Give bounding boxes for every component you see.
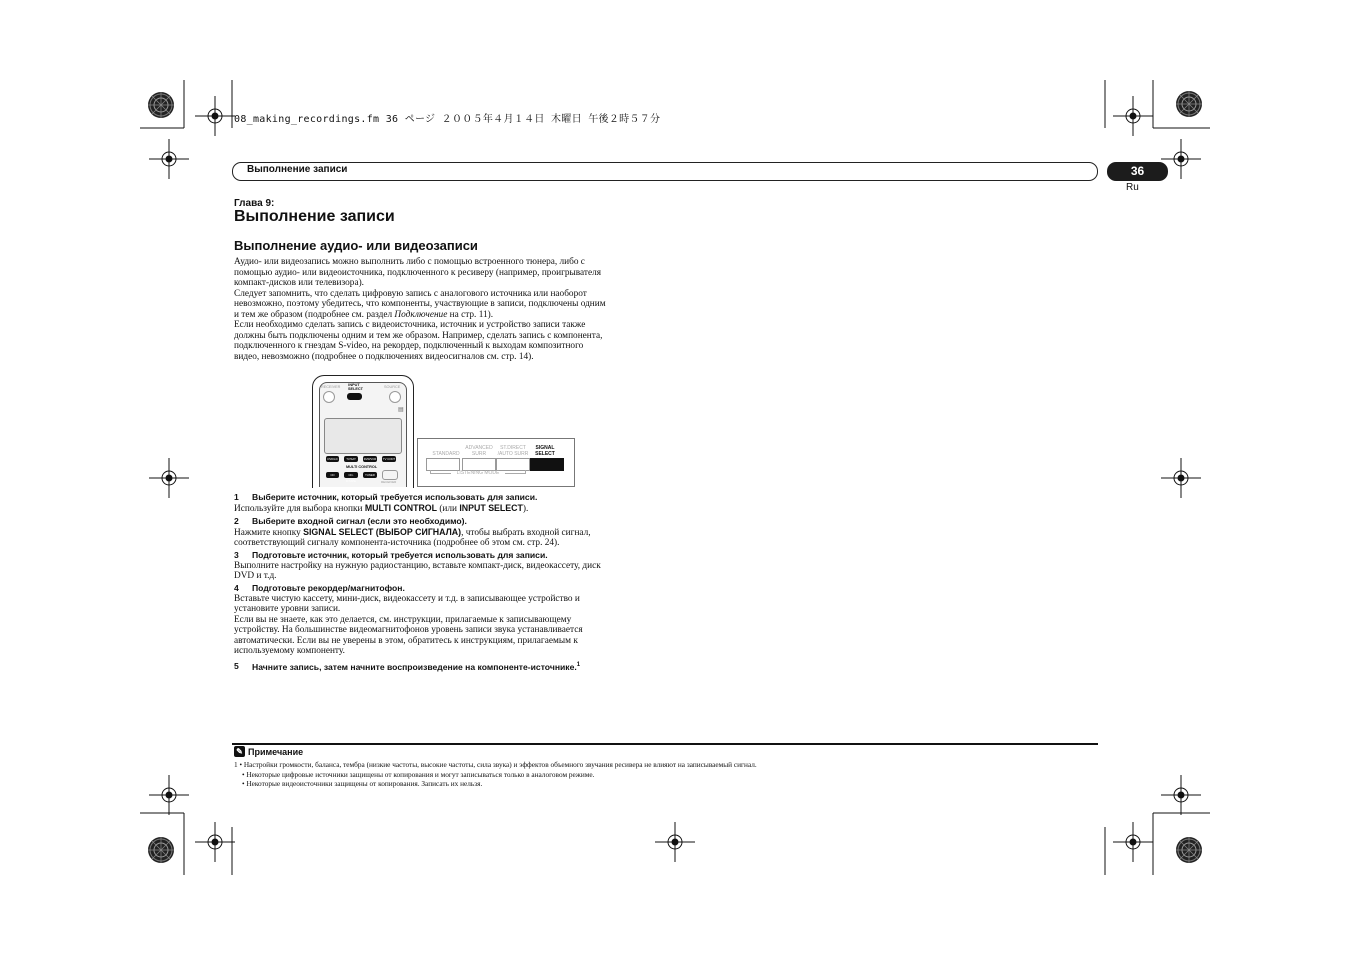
step-title: Выберите входной сигнал (если это необходимо). xyxy=(252,515,467,526)
step-number: 5 xyxy=(234,661,239,672)
step-text: Вставьте чистую кассету, мини-диск, видеокассету и т.д. в записывающее устройство и xyxy=(234,593,580,604)
step-number: 1 xyxy=(234,492,239,502)
page-number-tab: 36 xyxy=(1107,162,1168,181)
tv-sat-button: TV/SAT xyxy=(344,456,358,462)
step-number: 2 xyxy=(234,515,239,526)
cd-r-tape-button: CD-R/TAPE xyxy=(344,472,358,478)
registration-mark xyxy=(1113,96,1153,136)
remote-side-icon: ▤ xyxy=(398,407,404,413)
input-select-label: INPUT SELECT xyxy=(348,383,363,391)
tuner-button: TUNER xyxy=(363,472,377,478)
note-pencil-icon: ✎ xyxy=(234,746,245,757)
intro-line: должны быть подключены одним и тем же образом. Например, сделать запись с компонента, xyxy=(234,330,603,341)
step-text: устройству. На большинстве видеомагнитофонов уровень записи звука устанавливается xyxy=(234,625,583,635)
step-text: Если вы не знаете, как это делается, см. инструкции, прилагаемые к записывающему xyxy=(234,614,572,625)
note-line: • Некоторые цифровые источники защищены от копирования и могут записываться только в аналоговом режиме. xyxy=(242,769,595,779)
step-bold: MULTI CONTROL xyxy=(364,503,438,513)
intro-line: компакт-дисков или телевизора). xyxy=(234,278,364,288)
intro-line-part: и тем же образом (подробнее см. раздел xyxy=(234,309,395,320)
step-bold: SIGNAL SELECT (ВЫБОР СИГНАЛА) xyxy=(303,526,462,537)
crop-lines xyxy=(140,80,1210,875)
registration-mark xyxy=(1161,458,1201,498)
receiver-label: RECEIVER xyxy=(321,385,341,389)
step-title: Подготовьте рекордер/магнитофон. xyxy=(252,582,405,593)
receiver-extra-label: RECEIVER xyxy=(381,480,397,484)
tv-cont-button: TV CONT xyxy=(382,457,396,461)
intro-line: подключенного к гнездам S-video, на рекордер, подключенный к выходам композитного xyxy=(234,341,584,351)
registration-mark xyxy=(149,139,189,179)
registration-mark xyxy=(149,458,189,498)
step-text: (или xyxy=(437,504,460,514)
step-bold: INPUT SELECT xyxy=(459,503,523,513)
step-text: Нажмите кнопку xyxy=(234,527,304,538)
step-text: установите уровни записи. xyxy=(234,604,341,614)
star-target-mark xyxy=(148,837,174,863)
source-label: SOURCE xyxy=(384,385,401,389)
registration-mark xyxy=(149,775,189,815)
step-title: Подготовьте источник, который требуется использовать для записи. xyxy=(252,549,548,560)
step-text: Выполните настройку на нужную радиостанцию, вставьте компакт-диск, видеокассету, диск xyxy=(234,560,601,571)
registration-mark xyxy=(655,822,695,862)
star-target-mark xyxy=(1176,91,1202,117)
st-direct-label: ST.DIRECT /AUTO SURR xyxy=(497,445,529,457)
star-target-mark xyxy=(148,92,174,118)
dvd-ld-button: DVD/LD xyxy=(327,457,338,461)
chapter-title: Выполнение записи xyxy=(234,208,395,225)
registration-mark xyxy=(195,96,235,136)
dvr-vcr-button: DVR/VCR xyxy=(363,457,377,461)
cd-button: CD xyxy=(326,472,339,478)
step-text: DVD и т.д. xyxy=(234,571,277,581)
registration-mark xyxy=(1113,822,1153,862)
step-text: , чтобы выбрать входной сигнал, xyxy=(461,527,591,538)
intro-line: помощью аудио- или видеоисточника, подключенного к ресиверу (например, проигрывателя xyxy=(234,267,602,278)
intro-line: Аудио- или видеозапись можно выполнить либо с помощью встроенного тюнера, либо с xyxy=(234,257,585,267)
step-text: используемому компоненту. xyxy=(234,646,345,656)
listening-mode-label: LISTENING MODE xyxy=(451,471,505,477)
step-number: 3 xyxy=(234,549,239,560)
intro-line: видео, невозможно (подробнее о подключениях видеосигналов см. стр. 14). xyxy=(234,351,534,362)
step-text: ). xyxy=(522,504,529,514)
advanced-surr-label: ADVANCED SURR xyxy=(465,445,493,457)
running-header-title: Выполнение записи xyxy=(247,164,348,175)
intro-line: Если необходимо сделать запись с видеоисточника, источник и устройство записи также xyxy=(234,320,586,330)
star-target-mark xyxy=(1176,837,1202,863)
standard-label: STANDARD xyxy=(432,451,460,457)
step-text: Используйте для выбора кнопки xyxy=(234,504,365,514)
step-number: 4 xyxy=(234,582,239,593)
note-title: Примечание xyxy=(248,746,304,757)
registration-mark xyxy=(1161,139,1201,179)
note-line: • Некоторые видеоисточники защищены от копирования. Записать их нельзя. xyxy=(242,779,483,788)
footnote-ref: 1 xyxy=(576,661,581,668)
step-title: Выберите источник, который требуется использовать для записи. xyxy=(252,492,538,502)
multi-control-label: MULTI CONTROL xyxy=(346,465,378,469)
intro-line: невозможно, поэтому убедитесь, что компоненты, участвующие в записи, подключены одним xyxy=(234,299,606,309)
intro-line: Следует запомнить, что сделать цифровую запись с аналогового источника или наоборот xyxy=(234,288,587,299)
connection-reference: Подключение xyxy=(394,309,448,320)
registration-mark xyxy=(1161,775,1201,815)
intro-line-part: на стр. 11). xyxy=(447,309,494,320)
step-text: соответствующий сигналу компонента-источника (подробнее об этом см. стр. 24). xyxy=(234,538,560,548)
language-label: Ru xyxy=(1126,182,1139,193)
registration-mark xyxy=(195,822,235,862)
step-title: Начните запись, затем начните воспроизведение на компоненте-источнике. xyxy=(252,661,577,672)
step-text: автоматически. Если вы не уверены в этом, обратитесь к инструкциям, прилагаемым к xyxy=(234,635,578,646)
chapter-label: Глава 9: xyxy=(234,198,275,209)
section-title: Выполнение аудио- или видеозаписи xyxy=(234,238,478,253)
file-header: 08_making_recordings.fm 36 ページ ２００５年４月１４日 木曜日 午後２時５７分 xyxy=(234,114,661,125)
signal-select-label: SIGNAL SELECT xyxy=(535,445,555,457)
note-line: 1 • Настройки громкости, баланса, тембра (низкие частоты, высокие частоты, сила звука) и эффектов объемного звучания ресивера не влияют на записываемый сигнал. xyxy=(234,760,757,769)
